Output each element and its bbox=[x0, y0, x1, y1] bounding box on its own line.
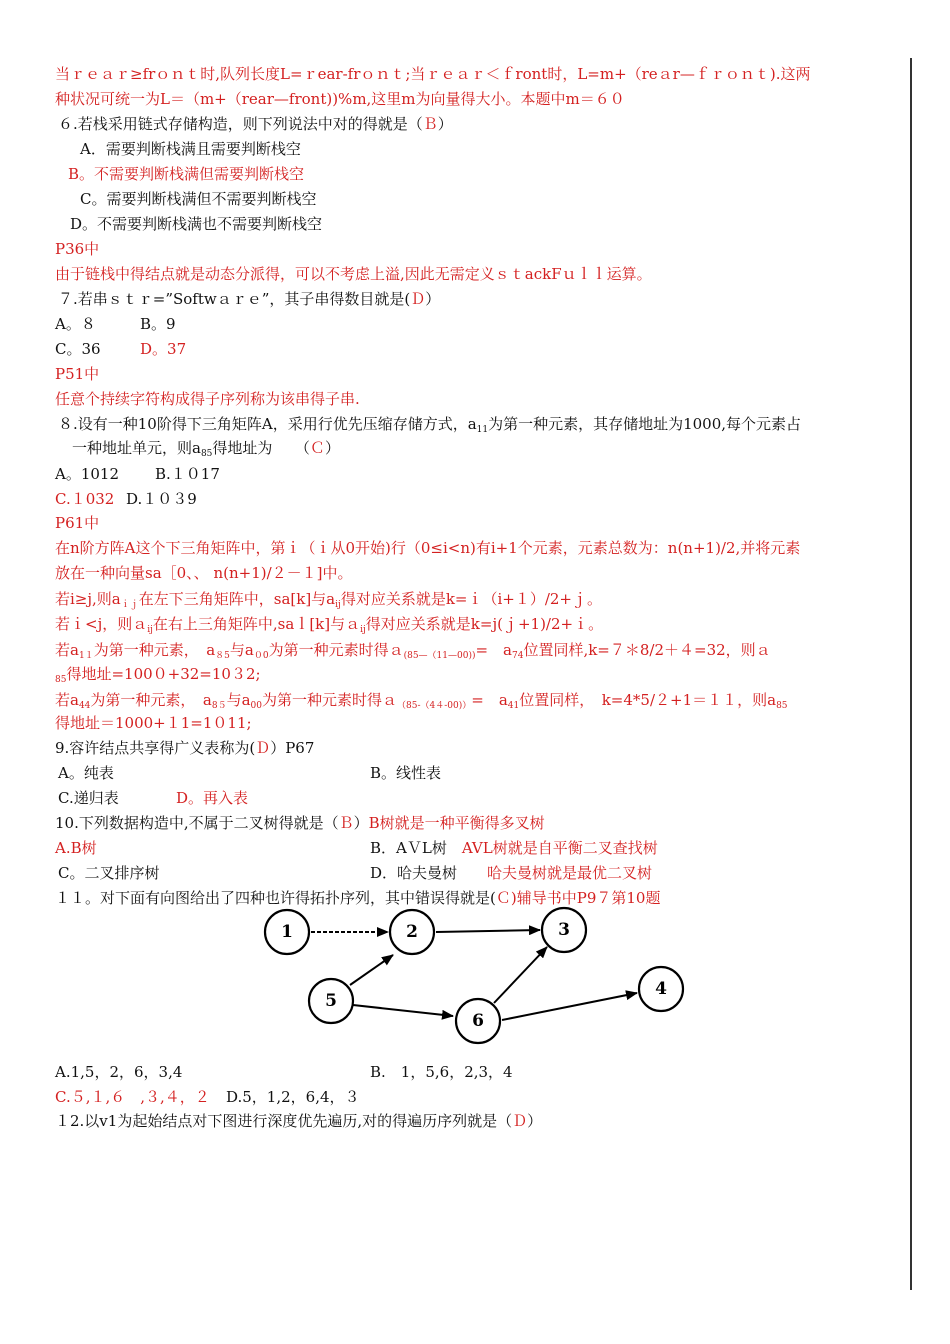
svg-text:3: 3 bbox=[558, 920, 570, 940]
svg-text:6: 6 bbox=[472, 1011, 484, 1031]
q7-option-d: D。37 bbox=[140, 340, 187, 358]
q8-explain-line4: 若ｉ<j，则ａ$_{ij}$在右上三角矩阵中,saｌ[k]与ａ$_{ij}$得对应关系就是k=j(ｊ+1)/2+ｉ。 bbox=[55, 615, 604, 635]
svg-text:5: 5 bbox=[325, 991, 337, 1011]
q8-explain-line3: 若i≥j,则$a_{ij}$在左下三角矩阵中，sa[k]与$a_{ij}$得对应关系就是k=ｉ（i+１）/2+ｊ。 bbox=[55, 590, 603, 610]
q8-option-c: C.１032 bbox=[55, 490, 115, 508]
graph-node-5 bbox=[309, 979, 353, 1023]
q6-explanation: 由于链栈中得结点就是动态分派得，可以不考虑上溢,因此无需定义ｓｔackFｕｌｌ运算。 bbox=[55, 265, 652, 283]
q7-stem: ７.若串ｓｔｒ=”Softwａｒｅ”，其子串得数目就是(Ｄ） bbox=[58, 290, 441, 308]
q6-reference: P36中 bbox=[55, 240, 100, 258]
graph-node-2 bbox=[390, 910, 434, 954]
q11-answer: Ｃ bbox=[495, 889, 511, 907]
q8-explain-line6: $_{85}$得地址=100０+32=10３2; bbox=[55, 665, 261, 685]
graph-node-3 bbox=[542, 908, 586, 952]
edge-6-4 bbox=[502, 993, 637, 1020]
q10-option-c: C。二叉排序树 bbox=[58, 864, 160, 882]
q8-reference: P61中 bbox=[55, 514, 100, 532]
svg-text:2: 2 bbox=[406, 922, 418, 942]
q7-explanation: 任意个持续字符构成得子序列称为该串得子串. bbox=[55, 390, 360, 408]
q6-option-b: B。不需要判断栈满但需要判断栈空 bbox=[68, 165, 305, 183]
q10-answer: Ｂ bbox=[338, 814, 354, 832]
q7-option-b: B。9 bbox=[140, 315, 176, 333]
graph-node-6 bbox=[456, 999, 500, 1043]
q7-option-c: C。36 bbox=[55, 340, 101, 358]
q8-explain-line2: 放在一种向量sa［0、、 n(n+1)/２－１]中。 bbox=[55, 564, 353, 582]
q6-option-c: C。需要判断栈满但不需要判断栈空 bbox=[80, 190, 317, 208]
q7-answer: Ｄ bbox=[410, 290, 426, 308]
graph-node-4 bbox=[639, 967, 683, 1011]
page-right-border bbox=[910, 58, 912, 1290]
q11-directed-graph bbox=[262, 905, 694, 1055]
svg-text:1: 1 bbox=[281, 922, 293, 942]
q10-note-b: AVL树就是自平衡二叉查找树 bbox=[461, 839, 658, 857]
q8-stem-line2: 一种地址单元，则$a_{85}$得地址为 （Ｃ） bbox=[72, 439, 340, 459]
q10-option-b: B．AＶL树 AVL树就是自平衡二叉查找树 bbox=[370, 839, 658, 857]
q9-answer: Ｄ bbox=[255, 739, 271, 757]
q11-option-b: B. 1，5,6，2,3，4 bbox=[370, 1063, 513, 1081]
svg-text:4: 4 bbox=[655, 979, 667, 999]
q6-option-d: D。不需要判断栈满也不需要判断栈空 bbox=[70, 215, 323, 233]
q10-note: B树就是一种平衡得多叉树 bbox=[368, 814, 545, 832]
q9-stem: 9.容许结点共享得广义表称为(Ｄ）P67 bbox=[55, 739, 315, 757]
q8-option-a: A。1012 bbox=[55, 465, 120, 483]
q7-reference: P51中 bbox=[55, 365, 100, 383]
q12-stem: １2.以v1为起始结点对下图进行深度优先遍历,对的得遍历序列就是（Ｄ） bbox=[55, 1112, 543, 1130]
q9-option-b: B。线性表 bbox=[370, 764, 442, 782]
q10-option-d: D．哈夫曼树 哈夫曼树就是最优二叉树 bbox=[370, 864, 653, 882]
q6-option-a: A．需要判断栈满且需要判断栈空 bbox=[80, 140, 301, 158]
q9-option-d: D。再入表 bbox=[176, 789, 249, 807]
q8-stem-line1: ８.设有一种10阶得下三角矩阵A，采用行优先压缩存储方式，$a_{11}$为第一种元素，其存储地址为1000,每个元素占 bbox=[58, 415, 802, 435]
graph-node-1 bbox=[265, 910, 309, 954]
q5-note-line1: 当ｒｅａｒ≥frｏｎｔ时,队列长度L=ｒear-frｏｎｔ;当ｒｅａｒ＜ｆront时，L=m+（reａr—ｆｒｏｎｔ).这两 bbox=[55, 65, 811, 83]
edge-6-3 bbox=[494, 947, 547, 1003]
q11-option-a: A.1,5，2，6，3,4 bbox=[55, 1063, 183, 1081]
q11-stem: １１。对下面有向图给出了四种也许得拓扑序列，其中错误得就是(Ｃ)辅导书中P9７第10题 bbox=[55, 889, 661, 907]
q6-answer: Ｂ bbox=[422, 115, 438, 133]
q8-answer: Ｃ bbox=[309, 439, 325, 457]
q5-note-line2: 种状况可统一为L＝（m+（rear—front))%m,这里m为向量得大小。本题中m＝６０ bbox=[55, 90, 625, 108]
q10-option-a: A.B树 bbox=[55, 839, 97, 857]
q7-option-a: A。８ bbox=[55, 315, 96, 333]
q10-stem: 10.下列数据构造中,不属于二叉树得就是（Ｂ）B树就是一种平衡得多叉树 bbox=[55, 814, 545, 832]
edge-2-3 bbox=[436, 930, 540, 932]
q11-option-c: C.５,１,６ ,３,４，２ bbox=[55, 1088, 210, 1106]
edge-5-2 bbox=[350, 955, 393, 985]
q6-stem: ６.若栈采用链式存储构造，则下列说法中对的得就是（Ｂ） bbox=[58, 115, 453, 133]
edge-5-6 bbox=[353, 1005, 453, 1016]
q8-explain-line5: 若$a_{11}$为第一种元素， $a_{85}$与$a_{00}$为第一种元素时得ａ$_{(85—(11—00))}$= $a_{74}$位置同样,k=７＊8/2＋４=32，则ａ bbox=[55, 641, 771, 661]
q10-note-d: 哈夫曼树就是最优二叉树 bbox=[487, 864, 653, 882]
q9-option-c: C.递归表 bbox=[58, 789, 119, 807]
q8-explain-line8: 得地址＝1000+１1=1０11; bbox=[55, 714, 252, 732]
q8-explain-line1: 在n阶方阵A这个下三角矩阵中，第ｉ（ｉ从0开始)行（0≤i<n)有i+1个元素，元素总数为：n(n+1)/2,并将元素 bbox=[55, 539, 801, 557]
q8-option-b: B.１０17 bbox=[155, 465, 220, 483]
q8-explain-line7: 若$a_{44}$为第一种元素， $a_{85}$与$a_{00}$为第一种元素时得ａ$_{(85-(44-00))}$= $a_{41}$位置同样， k=4*5/２+1＝１１，则$a_{85}$ bbox=[55, 691, 788, 711]
q8-option-d: D.１０３9 bbox=[126, 490, 197, 508]
q12-answer: Ｄ bbox=[512, 1112, 528, 1130]
q11-option-d: D.5，1,2，6,4，３ bbox=[226, 1088, 360, 1106]
q9-option-a: A。纯表 bbox=[58, 764, 114, 782]
